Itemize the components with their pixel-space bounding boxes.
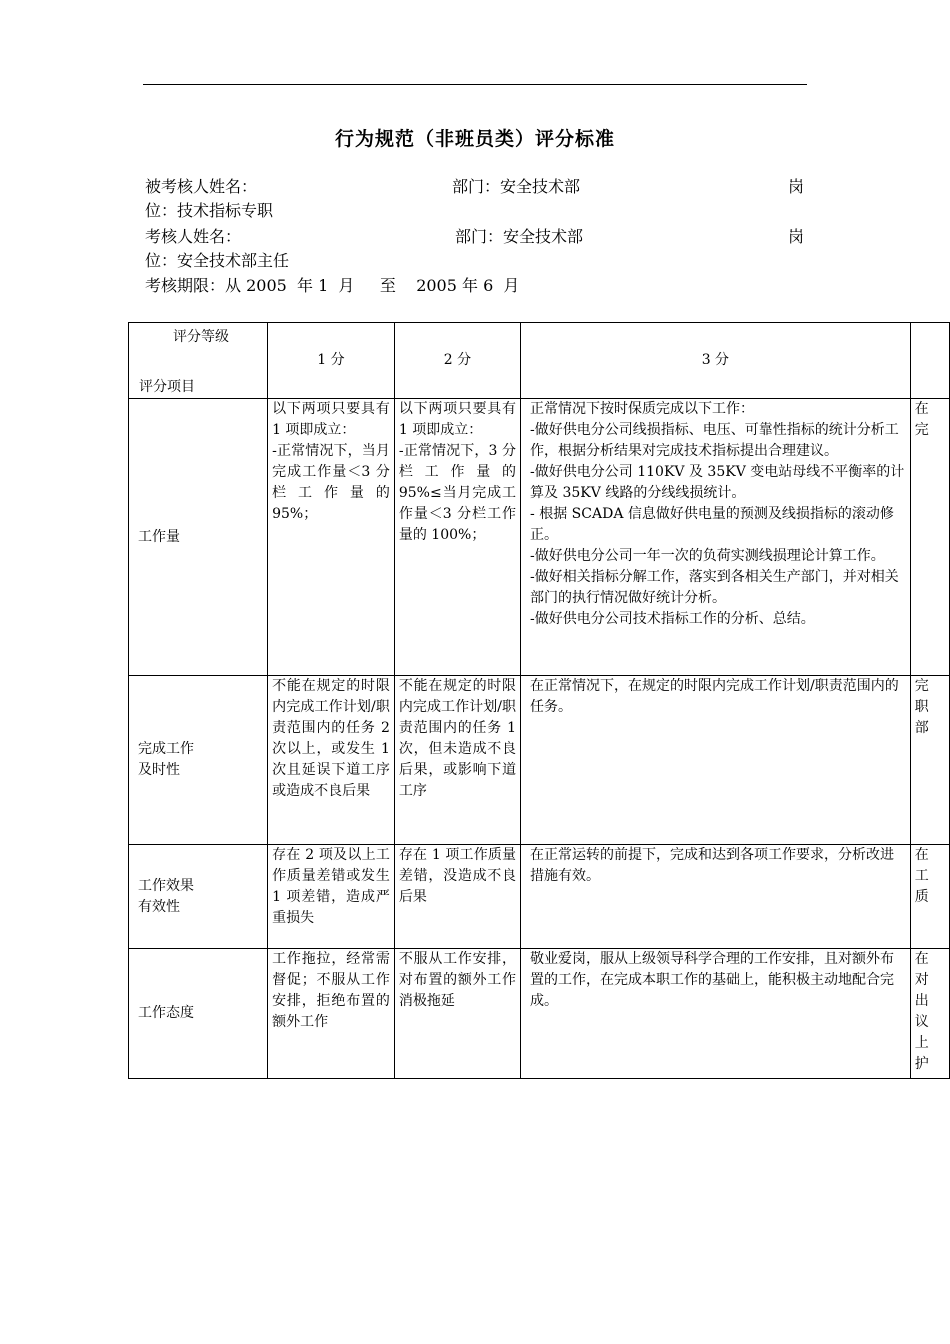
- criteria-line: -做好供电分公司线损指标、电压、可靠性指标的统计分析工作，根据分析结果对完成技术指标提出合理建议。: [530, 422, 899, 459]
- scoring-table: [128, 322, 950, 1079]
- assessor-name-label: 考核人姓名：: [145, 227, 242, 246]
- score-2-header: 2 分: [394, 323, 520, 399]
- post-value: 位：技术指标专职: [145, 201, 274, 220]
- score-1-cell: 以下两项只要具有 1 项即成立： -正常情况下，当月完成工作量＜3 分栏工作量的 95%；: [268, 399, 395, 676]
- score-1-cell: 不能在规定的时限内完成工作计划/职责范围内的任务 2 次以上，或发生 1 次且延误下道工序或造成不良后果: [268, 676, 395, 845]
- score-1-cell: 工作拖拉，经常需督促；不服从工作安排，拒绝布置的额外工作: [268, 949, 395, 1079]
- criteria-line: -做好供电分公司一年一次的负荷实测线损理论计算工作。: [530, 548, 885, 564]
- score-3-cell: [521, 676, 911, 845]
- score-2-cell: 以下两项只要具有 1 项即成立： -正常情况下，3 分栏工作量的 95%≤当月完成工作量＜3 分栏工作量的 100%；: [394, 399, 520, 676]
- grade-header: 评分等级: [173, 329, 229, 345]
- assessee-name-label: 被考核人姓名：: [145, 177, 258, 196]
- score-4-cell: 完 职 部: [910, 676, 949, 845]
- department-label: 部门：安全技术部: [455, 227, 584, 246]
- item-header: 评分项目: [139, 379, 195, 395]
- score-2-cell: 不能在规定的时限内完成工作计划/职责范围内的任务 1 次，但未造成不良后果，或影响下道工序: [394, 676, 520, 845]
- criteria-line: -做好相关指标分解工作，落实到各相关生产部门，并对相关部门的执行情况做好统计分析。: [530, 569, 899, 606]
- post-value: 位：安全技术部主任: [145, 251, 290, 270]
- score-4-cell: 在 工 质: [910, 845, 949, 949]
- score-4-header: [910, 323, 949, 399]
- criteria-line: 在正常情况下，在规定的时限内完成工作计划/职责范围内的任务。: [530, 678, 899, 715]
- criteria-line: 敬业爱岗，服从上级领导科学合理的工作安排，且对额外布置的工作，在完成本职工作的基础上，能积极主动地配合完成。: [530, 951, 895, 1009]
- score-3-cell: [521, 845, 911, 949]
- page-title: 行为规范（非班员类）评分标准: [334, 128, 615, 150]
- score-4-cell: 在 对 出 议 上 护: [910, 949, 949, 1079]
- row-item-label: 工作态度: [129, 949, 268, 1079]
- department-label: 部门：安全技术部: [452, 177, 581, 196]
- criteria-line: 在正常运转的前提下，完成和达到各项工作要求，分析改进措施有效。: [530, 847, 895, 884]
- score-2-cell: 存在 1 项工作质量差错，没造成不良后果: [394, 845, 520, 949]
- score-3-header: 3 分: [521, 323, 911, 399]
- score-3-cell: [521, 399, 911, 676]
- criteria-line: - 根据 SCADA 信息做好供电量的预测及线损指标的滚动修正。: [530, 506, 894, 543]
- row-item-label: 工作量: [129, 399, 268, 676]
- post-label: 岗: [788, 227, 805, 246]
- row-item-label: 工作效果 有效性: [129, 845, 268, 949]
- score-3-cell: [521, 949, 911, 1079]
- scoring-table-container: [128, 322, 950, 1082]
- criteria-line: 正常情况下按时保质完成以下工作：: [530, 401, 755, 417]
- header-corner-cell: [129, 323, 268, 399]
- score-2-cell: 不服从工作安排，对布置的额外工作消极拖延: [394, 949, 520, 1079]
- criteria-line: -做好供电分公司 110KV 及 35KV 变电站母线不平衡率的计算及 35KV 线路的分线线损统计。: [530, 464, 905, 501]
- score-4-cell: 在 完: [910, 399, 949, 676]
- header-rule: [143, 84, 807, 85]
- score-1-cell: 存在 2 项及以上工作质量差错或发生 1 项差错，造成严重损失: [268, 845, 395, 949]
- row-item-label: 完成工作 及时性: [129, 676, 268, 845]
- post-label: 岗: [788, 177, 805, 196]
- score-1-header: 1 分: [268, 323, 395, 399]
- criteria-line: -做好供电分公司技术指标工作的分析、总结。: [530, 611, 815, 627]
- assessment-period: 考核期限：从 2005 年 1 月 至 2005 年 6 月: [145, 276, 520, 295]
